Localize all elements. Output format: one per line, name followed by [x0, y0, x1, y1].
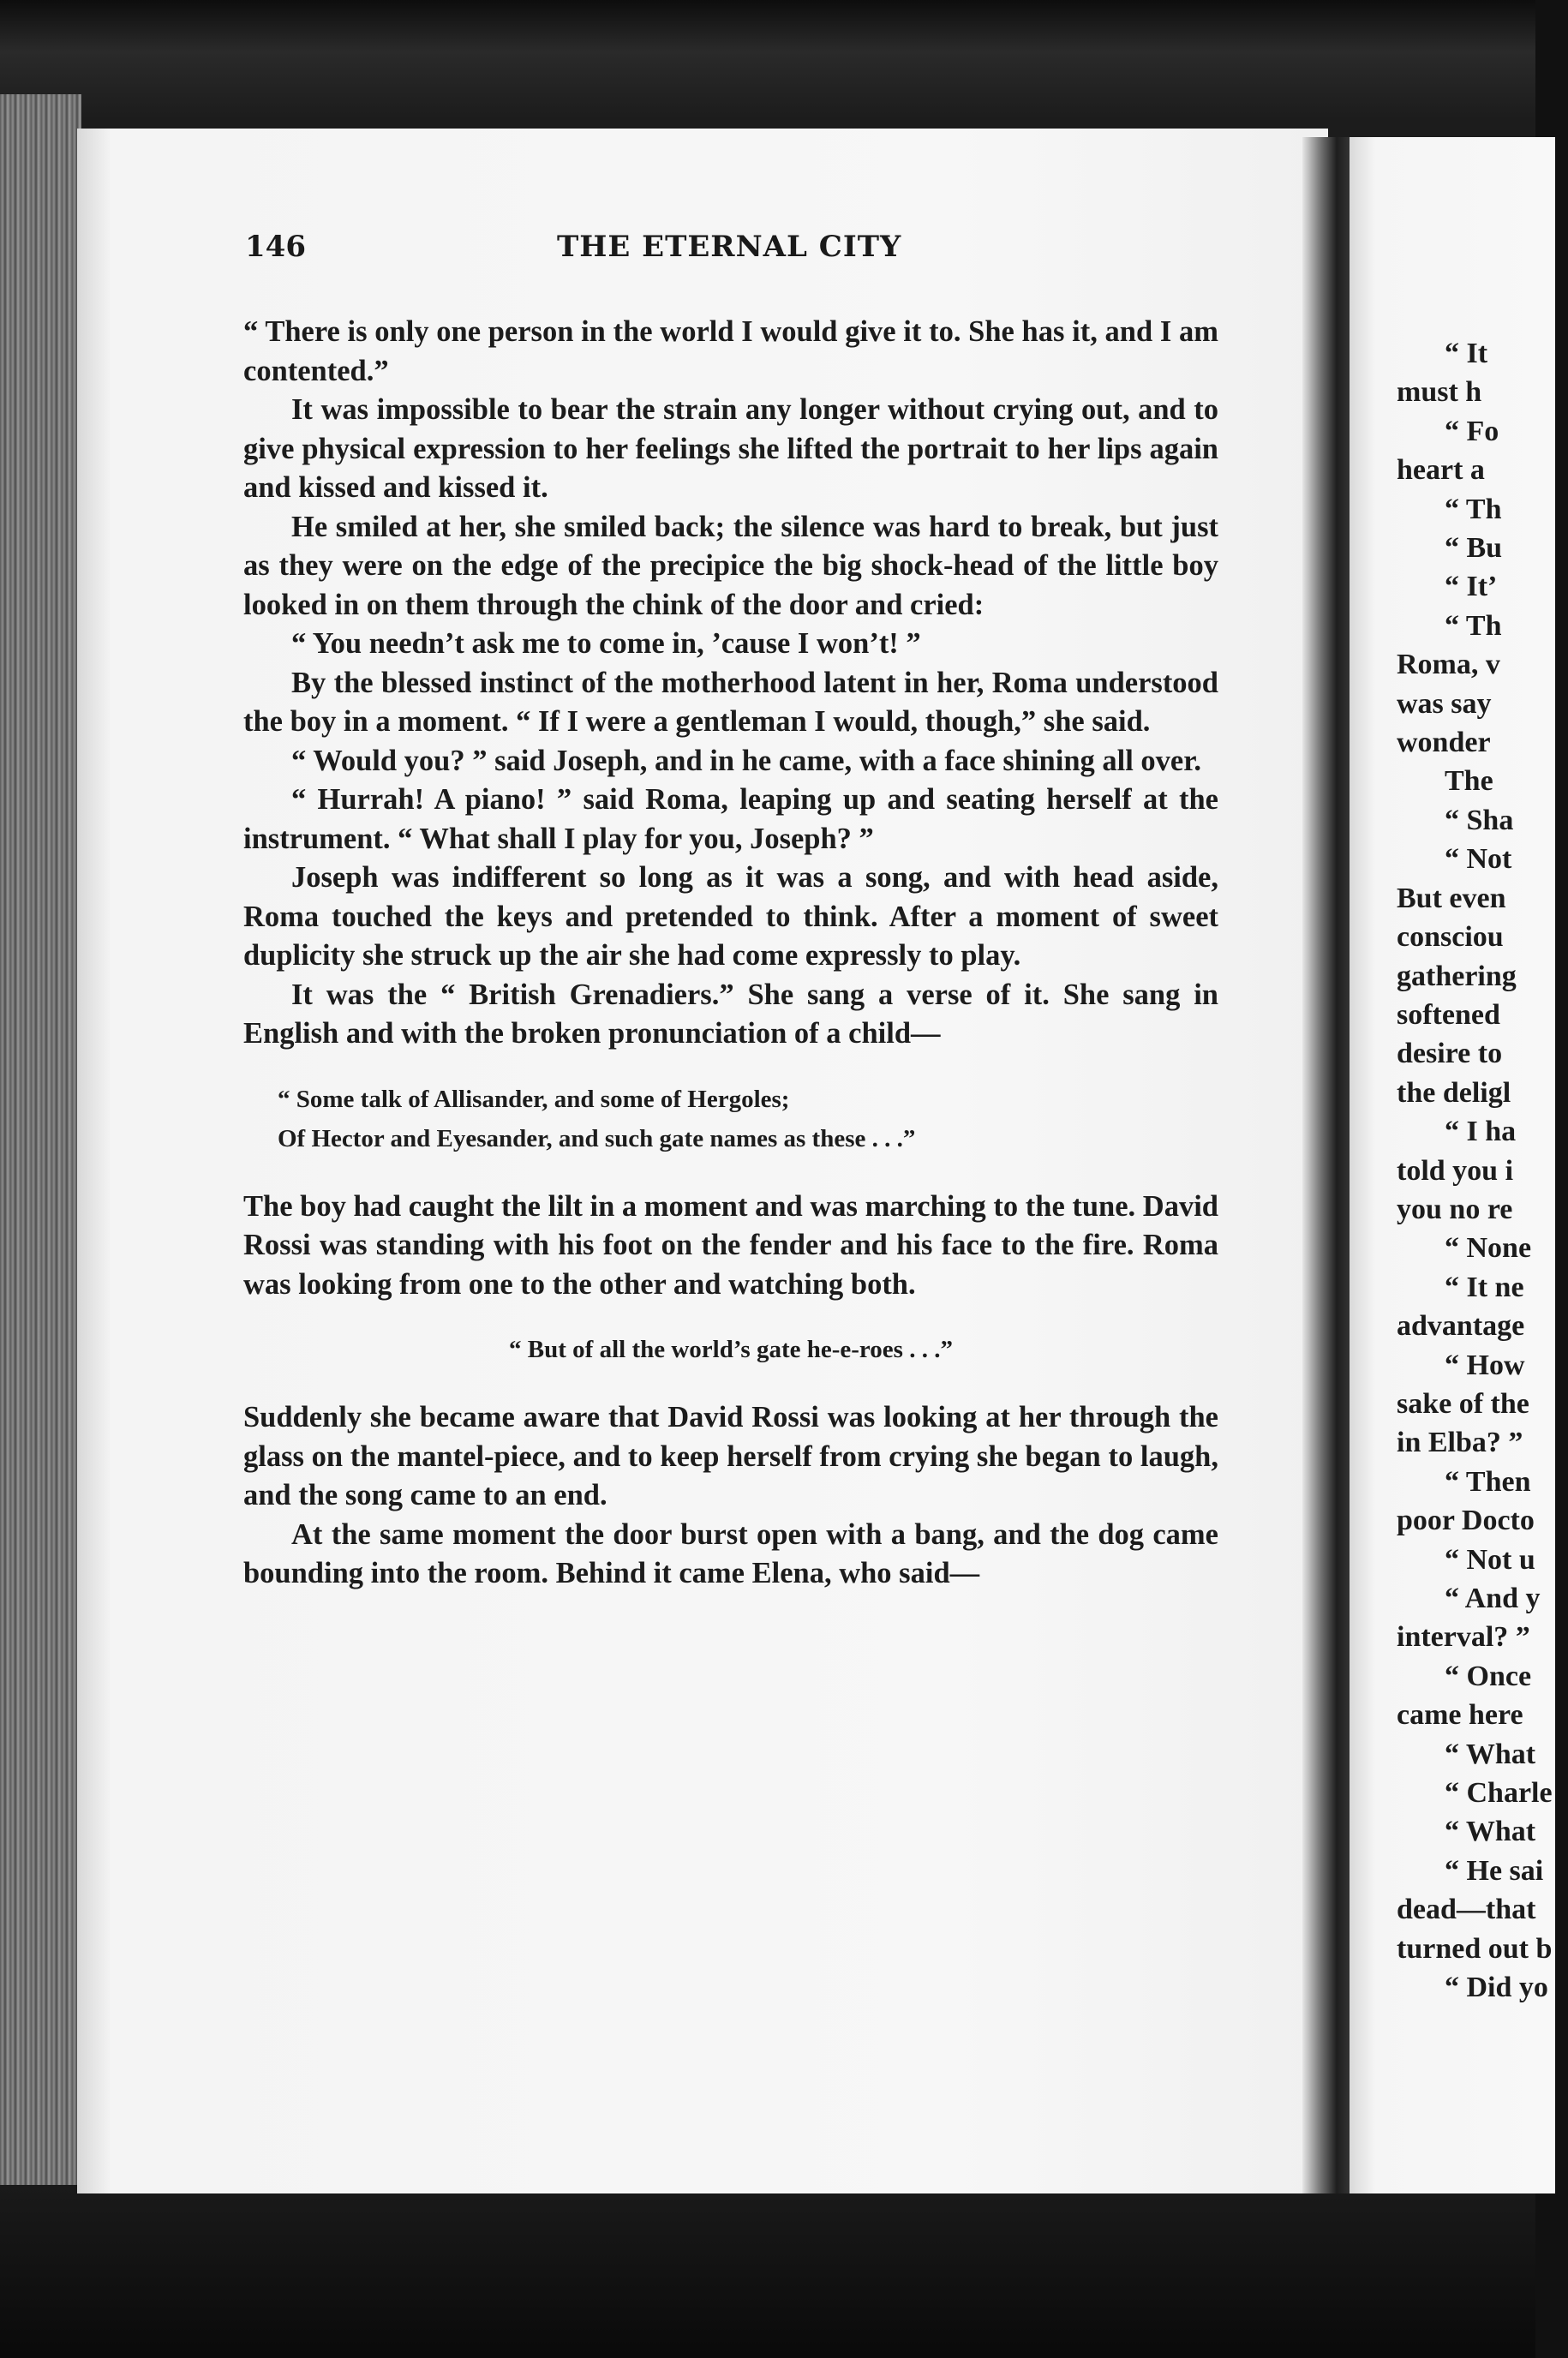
text-line-fragment: The — [1445, 765, 1493, 798]
text-line-fragment: “ None — [1445, 1232, 1532, 1265]
book-spine — [0, 94, 81, 2185]
text-line-fragment: “ I ha — [1445, 1116, 1517, 1148]
text-line-fragment: you no re — [1397, 1193, 1513, 1225]
text-line-fragment: “ Bu — [1445, 532, 1503, 565]
text-line-fragment: poor Docto — [1397, 1505, 1535, 1537]
paragraph: It was the “ British Grenadiers.” She sang a verse of it. She sang in English and with the broken pronunciation of a child— — [243, 978, 1218, 1050]
paragraph: It was impossible to bear the strain any longer without crying out, and to give physical expression to her feelings she lifted the portrait to her lips again and kissed and kissed it. — [243, 393, 1218, 504]
text-line-fragment: “ Th — [1445, 609, 1502, 642]
song-verse — [278, 1080, 1218, 1158]
text-line-fragment: “ He sai — [1445, 1854, 1544, 1887]
text-line-fragment: sake of the — [1397, 1387, 1529, 1420]
text-line-fragment: “ Did yo — [1445, 1972, 1548, 2004]
paragraph: By the blessed instinct of the motherhood latent in her, Roma understood the boy in a moment. “ If I were a gentleman I would, though,” she said. — [243, 666, 1218, 738]
text-line-fragment: wonder — [1397, 727, 1491, 759]
paragraph: The boy had caught the lilt in a moment and was marching to the tune. David Rossi was standing with his foot on the fender and his face to the fire. Roma was looking from one to the other and watching both. — [243, 1189, 1218, 1301]
text-line-fragment: But even — [1397, 882, 1506, 914]
text-line-fragment: “ It ne — [1445, 1271, 1524, 1303]
text-line-fragment: consciou — [1397, 921, 1504, 954]
paragraph: “ You needn’t ask me to come in, ’cause I won’t! ” — [291, 627, 921, 660]
text-line-fragment: “ Sha — [1445, 804, 1514, 836]
right-page-text-fragment — [1397, 334, 1568, 2007]
text-line-fragment: told you i — [1397, 1154, 1514, 1187]
paragraph: Joseph was indifferent so long as it was a song, and with head aside, Roma touched the keys and pretended to think. After a moment of sweet duplicity she struck up the air she had come expressly to play. — [243, 861, 1218, 972]
text-line-fragment: “ What — [1445, 1738, 1536, 1770]
left-page-text — [243, 313, 1218, 1594]
text-line-fragment: “ Then — [1445, 1465, 1531, 1498]
text-line-fragment: “ Not — [1445, 843, 1512, 876]
text-line-fragment: “ Charle — [1445, 1777, 1553, 1810]
running-title: THE ETERNAL CITY — [557, 230, 902, 264]
text-line-fragment: “ It’ — [1445, 571, 1498, 603]
text-line-fragment: “ How — [1445, 1349, 1525, 1381]
text-line-fragment: softened — [1397, 998, 1500, 1031]
text-line-fragment: “ It — [1445, 338, 1488, 369]
verse-line: “ But of all the world’s gate he-e-roes . . .” — [509, 1336, 953, 1363]
verse-line: “ Some talk of Allisander, and some of Hergoles; — [278, 1085, 790, 1113]
text-line-fragment: gathering — [1397, 960, 1517, 992]
paragraph: Suddenly she became aware that David Rossi was looking at her through the glass on the mantel-piece, and to keep herself from crying she began to laugh, and the song came to an end. — [243, 1401, 1218, 1511]
text-line-fragment: heart a — [1397, 454, 1485, 487]
page-number: 146 — [245, 230, 306, 264]
text-line-fragment: the deligl — [1397, 1076, 1511, 1109]
text-line-fragment: desire to — [1397, 1038, 1503, 1070]
text-line-fragment: “ Th — [1445, 493, 1502, 525]
text-line-fragment: advantage — [1397, 1310, 1525, 1343]
song-verse — [243, 1330, 1218, 1369]
text-line-fragment: “ And y — [1445, 1583, 1541, 1614]
text-line-fragment: in Elba? ” — [1397, 1427, 1523, 1459]
text-line-fragment: turned out b — [1397, 1932, 1553, 1965]
paragraph: At the same moment the door burst open with a bang, and the dog came bounding into the room. Behind it came Elena, who said— — [243, 1517, 1218, 1589]
text-line-fragment: “ Fo — [1445, 415, 1499, 447]
text-line-fragment: must h — [1397, 376, 1482, 409]
text-line-fragment: was say — [1397, 687, 1492, 720]
text-line-fragment: came here — [1397, 1699, 1523, 1732]
paragraph: “ There is only one person in the world I would give it to. She has it, and I am contented.” — [243, 315, 1218, 387]
text-line-fragment: “ Once — [1445, 1660, 1532, 1692]
text-line-fragment: “ What — [1445, 1816, 1536, 1848]
page-gutter — [1302, 137, 1354, 2193]
paragraph: “ Hurrah! A piano! ” said Roma, leaping up and seating herself at the instrument. “ What shall I play for you, Joseph? ” — [243, 783, 1218, 855]
paragraph: “ Would you? ” said Joseph, and in he came, with a face shining all over. — [291, 744, 1202, 777]
text-line-fragment: interval? ” — [1397, 1621, 1530, 1654]
verse-line: Of Hector and Eyesander, and such gate names as these . . .” — [278, 1124, 916, 1152]
text-line-fragment: dead—that — [1397, 1894, 1536, 1926]
text-line-fragment: Roma, v — [1397, 649, 1500, 681]
paragraph: He smiled at her, she smiled back; the silence was hard to break, but just as they were on the edge of the precipice the big shock-head of the little boy looked in on them through the chink of the door and cried: — [243, 510, 1218, 621]
text-line-fragment: “ Not u — [1445, 1543, 1535, 1576]
